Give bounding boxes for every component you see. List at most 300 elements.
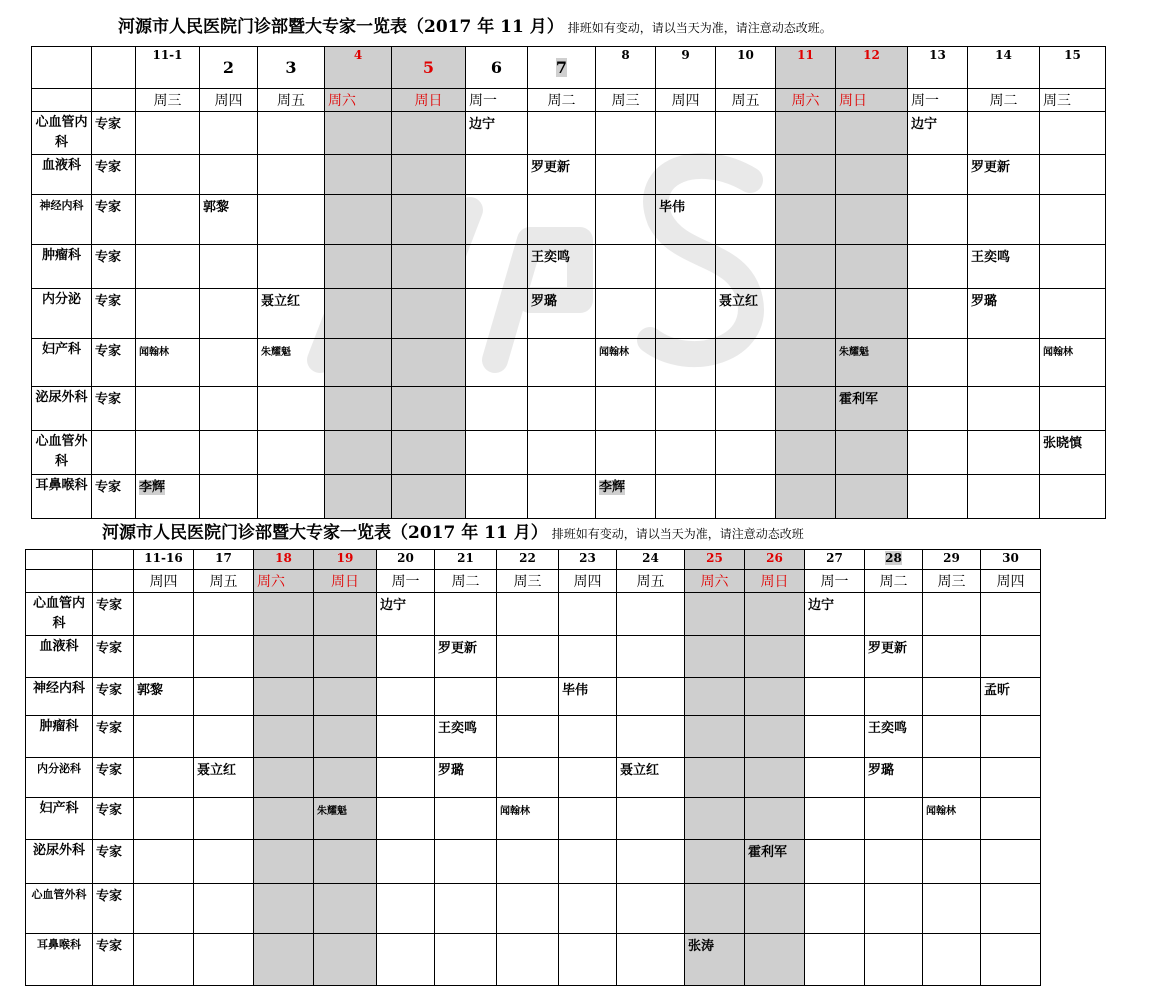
schedule-cell xyxy=(617,758,685,798)
date-highlight: 7 xyxy=(555,58,568,77)
schedule-cell xyxy=(325,155,392,195)
schedule-cell xyxy=(497,934,559,986)
doctor-name: 聂立红 xyxy=(620,763,660,778)
corner-cell xyxy=(93,570,134,593)
schedule-cell xyxy=(685,716,745,758)
schedule-cell xyxy=(656,112,716,155)
schedule-cell xyxy=(325,431,392,475)
schedule-cell xyxy=(258,431,325,475)
schedule-cell xyxy=(435,636,497,678)
corner-cell xyxy=(32,47,92,89)
schedule-cell xyxy=(923,593,981,636)
schedule-cell xyxy=(392,475,466,519)
schedule-cell xyxy=(805,840,865,884)
doctor-name: 郭黎 xyxy=(137,683,164,698)
department-row xyxy=(26,716,1041,758)
schedule-cell xyxy=(716,475,776,519)
date-header: 17 xyxy=(194,550,254,570)
date-header: 13 xyxy=(908,47,968,89)
schedule-cell xyxy=(656,475,716,519)
schedule-cell xyxy=(314,934,377,986)
schedule-cell xyxy=(377,884,435,934)
weekday-header: 周四 xyxy=(656,89,716,112)
schedule-cell xyxy=(254,678,314,716)
schedule-cell xyxy=(325,195,392,245)
schedule-cell xyxy=(805,798,865,840)
doctor-name: 王奕鸣 xyxy=(868,721,908,736)
expert-type: 专家 xyxy=(93,840,134,884)
schedule-cell xyxy=(923,934,981,986)
schedule-cell xyxy=(776,431,836,475)
schedule-cell xyxy=(194,716,254,758)
schedule-cell xyxy=(136,155,200,195)
date-header: 20 xyxy=(377,550,435,570)
schedule-cell xyxy=(865,636,923,678)
date-header: 26 xyxy=(745,550,805,570)
schedule-cell xyxy=(981,716,1041,758)
date-header: 11-1 xyxy=(136,47,200,89)
expert-type: 专家 xyxy=(93,758,134,798)
schedule-cell xyxy=(805,934,865,986)
schedule-cell xyxy=(497,798,559,840)
schedule-cell xyxy=(617,840,685,884)
schedule-cell xyxy=(745,840,805,884)
doctor-name: 聂立红 xyxy=(719,294,759,309)
schedule-cell xyxy=(194,798,254,840)
schedule-cell xyxy=(923,716,981,758)
schedule-cell xyxy=(776,475,836,519)
schedule-cell xyxy=(200,475,258,519)
schedule-cell xyxy=(134,840,194,884)
doctor-name: 闻翰林 xyxy=(926,806,956,817)
expert-type: 专家 xyxy=(93,593,134,636)
schedule-cell xyxy=(908,431,968,475)
schedule-cell xyxy=(258,475,325,519)
department-row xyxy=(32,245,1106,289)
schedule-cell xyxy=(923,758,981,798)
schedule-cell xyxy=(254,758,314,798)
doctor-name: 朱耀魁 xyxy=(839,347,869,358)
schedule-cell xyxy=(776,339,836,387)
department-name: 妇产科 xyxy=(26,798,93,840)
schedule-cell xyxy=(254,593,314,636)
schedule-cell xyxy=(617,636,685,678)
schedule-cell xyxy=(981,636,1041,678)
schedule-cell xyxy=(200,431,258,475)
weekday-header: 周一 xyxy=(908,89,968,112)
schedule-cell xyxy=(656,387,716,431)
schedule-cell xyxy=(685,678,745,716)
weekday-header: 周三 xyxy=(497,570,559,593)
doctor-name: 聂立红 xyxy=(197,763,237,778)
department-name: 泌尿外科 xyxy=(32,387,92,431)
schedule-cell xyxy=(865,593,923,636)
schedule-cell xyxy=(200,289,258,339)
department-name: 肿瘤科 xyxy=(32,245,92,289)
date-header: 12 xyxy=(836,47,908,89)
schedule-cell xyxy=(596,112,656,155)
schedule-cell xyxy=(805,758,865,798)
department-name: 内分泌 xyxy=(32,289,92,339)
schedule-cell xyxy=(1040,475,1106,519)
schedule-cell xyxy=(865,716,923,758)
weekday-header: 周四 xyxy=(559,570,617,593)
corner-cell xyxy=(26,570,93,593)
schedule-cell xyxy=(908,112,968,155)
schedule-cell xyxy=(258,289,325,339)
schedule-cell xyxy=(435,593,497,636)
doctor-name: 边宁 xyxy=(380,598,407,613)
schedule-cell xyxy=(258,155,325,195)
schedule-cell xyxy=(923,798,981,840)
doctor-name: 李辉 xyxy=(599,480,626,495)
schedule-cell xyxy=(559,884,617,934)
weekday-header: 周二 xyxy=(865,570,923,593)
department-name: 内分泌科 xyxy=(26,758,93,798)
schedule-cell xyxy=(981,758,1041,798)
department-name: 耳鼻喉科 xyxy=(32,475,92,519)
date-header: 15 xyxy=(1040,47,1106,89)
schedule-cell xyxy=(836,387,908,431)
schedule-cell xyxy=(559,636,617,678)
schedule-cell xyxy=(377,840,435,884)
schedule-cell xyxy=(968,475,1040,519)
doctor-name: 边宁 xyxy=(469,117,496,132)
schedule-cell xyxy=(745,636,805,678)
schedule-cell xyxy=(258,112,325,155)
schedule-cell xyxy=(908,245,968,289)
schedule-cell xyxy=(466,339,528,387)
weekday-header: 周四 xyxy=(981,570,1041,593)
doctor-name: 罗璐 xyxy=(971,294,998,309)
schedule-cell xyxy=(200,112,258,155)
schedule-cell xyxy=(497,758,559,798)
weekday-header: 周五 xyxy=(617,570,685,593)
weekday-header: 周六 xyxy=(325,89,392,112)
doctor-name: 王奕鸣 xyxy=(971,250,1011,265)
schedule-cell xyxy=(923,678,981,716)
schedule-cell xyxy=(497,716,559,758)
department-row xyxy=(32,289,1106,339)
schedule-cell xyxy=(497,593,559,636)
weekday-header: 周三 xyxy=(1040,89,1106,112)
schedule-cell xyxy=(314,678,377,716)
department-row xyxy=(26,884,1041,934)
schedule-cell xyxy=(617,884,685,934)
expert-type: 专家 xyxy=(93,884,134,934)
schedule-cell xyxy=(908,339,968,387)
schedule-cell xyxy=(685,884,745,934)
schedule-cell xyxy=(377,798,435,840)
schedule-cell xyxy=(1040,245,1106,289)
expert-type xyxy=(92,431,136,475)
schedule-cell xyxy=(200,195,258,245)
schedule-cell xyxy=(617,798,685,840)
schedule-cell xyxy=(908,387,968,431)
schedule-cell xyxy=(716,245,776,289)
doctor-name: 罗璐 xyxy=(531,294,558,309)
doctor-name: 罗璐 xyxy=(868,763,895,778)
doctor-name: 郭黎 xyxy=(203,200,230,215)
schedule-cell xyxy=(1040,195,1106,245)
header-row xyxy=(32,89,1106,112)
weekday-header: 周一 xyxy=(466,89,528,112)
title-note: 排班如有变动，请以当天为准，请注意动态改班 xyxy=(551,527,804,541)
schedule-cell xyxy=(392,112,466,155)
schedule-cell xyxy=(716,155,776,195)
schedule-cell xyxy=(865,678,923,716)
schedule-table-2 xyxy=(25,549,1041,986)
doctor-name: 王奕鸣 xyxy=(438,721,478,736)
weekday-header: 周五 xyxy=(258,89,325,112)
department-name: 妇产科 xyxy=(32,339,92,387)
schedule-cell xyxy=(392,387,466,431)
department-row xyxy=(26,678,1041,716)
schedule-cell xyxy=(194,636,254,678)
schedule-cell xyxy=(435,884,497,934)
date-header: 11-16 xyxy=(134,550,194,570)
schedule-cell xyxy=(745,798,805,840)
schedule-cell xyxy=(528,289,596,339)
department-row xyxy=(26,636,1041,678)
schedule-cell xyxy=(497,636,559,678)
schedule-cell xyxy=(258,245,325,289)
schedule-cell xyxy=(377,758,435,798)
schedule-cell xyxy=(776,155,836,195)
schedule-cell xyxy=(1040,387,1106,431)
schedule-cell xyxy=(466,475,528,519)
schedule-cell xyxy=(805,636,865,678)
weekday-header: 周三 xyxy=(596,89,656,112)
schedule-cell xyxy=(716,289,776,339)
schedule-cell xyxy=(258,195,325,245)
department-name: 血液科 xyxy=(26,636,93,678)
date-header: 8 xyxy=(596,47,656,89)
weekday-header: 周二 xyxy=(528,89,596,112)
schedule-cell xyxy=(377,593,435,636)
schedule-cell xyxy=(596,155,656,195)
schedule-cell xyxy=(254,798,314,840)
schedule-cell xyxy=(136,431,200,475)
schedule-cell xyxy=(325,245,392,289)
schedule-title-2 xyxy=(102,518,804,543)
schedule-cell xyxy=(1040,112,1106,155)
doctor-name: 罗璐 xyxy=(438,763,465,778)
schedule-cell xyxy=(617,934,685,986)
schedule-cell xyxy=(656,155,716,195)
schedule-cell xyxy=(865,934,923,986)
date-header: 27 xyxy=(805,550,865,570)
schedule-cell xyxy=(559,593,617,636)
title-main: 河源市人民医院门诊部暨大专家一览表（2017 年 11 月） xyxy=(102,523,548,543)
date-header xyxy=(865,550,923,570)
schedule-cell xyxy=(716,387,776,431)
schedule-cell xyxy=(776,112,836,155)
schedule-cell xyxy=(596,431,656,475)
doctor-name: 霍利军 xyxy=(839,392,879,407)
schedule-cell xyxy=(968,245,1040,289)
doctor-name: 张涛 xyxy=(688,939,715,954)
schedule-cell xyxy=(805,678,865,716)
doctor-name: 罗更新 xyxy=(438,641,478,656)
schedule-cell xyxy=(745,716,805,758)
doctor-name: 霍利军 xyxy=(748,845,788,860)
doctor-name: 罗更新 xyxy=(531,160,571,175)
schedule-cell xyxy=(968,387,1040,431)
date-header: 25 xyxy=(685,550,745,570)
schedule-cell xyxy=(716,112,776,155)
schedule-cell xyxy=(200,387,258,431)
schedule-cell xyxy=(258,339,325,387)
date-header: 6 xyxy=(466,47,528,89)
expert-type: 专家 xyxy=(93,716,134,758)
corner-cell xyxy=(92,89,136,112)
doctor-name: 朱耀魁 xyxy=(317,806,347,817)
date-highlight: 28 xyxy=(885,551,902,565)
date-header: 9 xyxy=(656,47,716,89)
weekday-header: 周四 xyxy=(134,570,194,593)
schedule-cell xyxy=(314,840,377,884)
schedule-cell xyxy=(466,431,528,475)
weekday-header: 周六 xyxy=(254,570,314,593)
schedule-cell xyxy=(596,245,656,289)
schedule-cell xyxy=(1040,431,1106,475)
schedule-cell xyxy=(258,387,325,431)
schedule-cell xyxy=(134,593,194,636)
schedule-cell xyxy=(466,112,528,155)
schedule-cell xyxy=(136,112,200,155)
schedule-cell xyxy=(134,798,194,840)
schedule-cell xyxy=(194,884,254,934)
schedule-cell xyxy=(776,387,836,431)
date-header xyxy=(528,47,596,89)
schedule-cell xyxy=(559,758,617,798)
schedule-cell xyxy=(805,716,865,758)
schedule-cell xyxy=(981,840,1041,884)
weekday-header: 周四 xyxy=(200,89,258,112)
schedule-cell xyxy=(685,593,745,636)
schedule-cell xyxy=(136,387,200,431)
header-row xyxy=(32,47,1106,89)
schedule-cell xyxy=(435,678,497,716)
department-name: 肿瘤科 xyxy=(26,716,93,758)
schedule-cell xyxy=(745,884,805,934)
schedule-cell xyxy=(136,195,200,245)
schedule-cell xyxy=(1040,155,1106,195)
schedule-cell xyxy=(435,798,497,840)
date-header: 24 xyxy=(617,550,685,570)
date-header: 23 xyxy=(559,550,617,570)
department-row xyxy=(32,387,1106,431)
schedule-cell xyxy=(656,245,716,289)
schedule-cell xyxy=(254,884,314,934)
weekday-header: 周二 xyxy=(968,89,1040,112)
doctor-name: 罗更新 xyxy=(868,641,908,656)
schedule-cell xyxy=(134,678,194,716)
expert-type: 专家 xyxy=(92,289,136,339)
schedule-cell xyxy=(596,387,656,431)
department-row xyxy=(26,758,1041,798)
weekday-header: 周五 xyxy=(716,89,776,112)
date-header: 14 xyxy=(968,47,1040,89)
schedule-cell xyxy=(466,387,528,431)
title-main: 河源市人民医院门诊部暨大专家一览表（2017 年 11 月） xyxy=(118,17,564,37)
schedule-cell xyxy=(1040,289,1106,339)
schedule-cell xyxy=(596,289,656,339)
corner-cell xyxy=(32,89,92,112)
department-name: 耳鼻喉科 xyxy=(26,934,93,986)
department-row xyxy=(32,195,1106,245)
schedule-cell xyxy=(596,195,656,245)
schedule-cell xyxy=(136,475,200,519)
department-name: 神经内科 xyxy=(26,678,93,716)
schedule-cell xyxy=(528,245,596,289)
doctor-name: 闻翰林 xyxy=(1043,347,1073,358)
department-name: 心血管外科 xyxy=(26,884,93,934)
schedule-cell xyxy=(776,195,836,245)
schedule-cell xyxy=(466,155,528,195)
department-name: 心血管内科 xyxy=(32,112,92,155)
schedule-cell xyxy=(528,339,596,387)
schedule-cell xyxy=(392,245,466,289)
schedule-cell xyxy=(392,339,466,387)
schedule-cell xyxy=(377,934,435,986)
department-row xyxy=(26,798,1041,840)
title-note: 排班如有变动，请以当天为准，请注意动态改班。 xyxy=(567,21,832,35)
header-row xyxy=(26,550,1041,570)
schedule-cell xyxy=(314,716,377,758)
date-header: 11 xyxy=(776,47,836,89)
schedule-cell xyxy=(617,716,685,758)
schedule-cell xyxy=(254,840,314,884)
corner-cell xyxy=(92,47,136,89)
schedule-cell xyxy=(466,195,528,245)
schedule-cell xyxy=(968,195,1040,245)
expert-type: 专家 xyxy=(92,387,136,431)
schedule-cell xyxy=(528,431,596,475)
doctor-name: 王奕鸣 xyxy=(531,250,571,265)
department-name: 泌尿外科 xyxy=(26,840,93,884)
schedule-cell xyxy=(134,934,194,986)
expert-type: 专家 xyxy=(93,934,134,986)
weekday-header: 周六 xyxy=(685,570,745,593)
schedule-cell xyxy=(392,289,466,339)
schedule-cell xyxy=(981,798,1041,840)
schedule-cell xyxy=(194,934,254,986)
date-header: 3 xyxy=(258,47,325,89)
expert-type: 专家 xyxy=(92,112,136,155)
schedule-cell xyxy=(497,884,559,934)
date-header: 21 xyxy=(435,550,497,570)
schedule-cell xyxy=(435,758,497,798)
weekday-header: 周三 xyxy=(136,89,200,112)
corner-cell xyxy=(26,550,93,570)
schedule-cell xyxy=(968,112,1040,155)
schedule-cell xyxy=(528,195,596,245)
schedule-cell xyxy=(923,840,981,884)
date-header: 22 xyxy=(497,550,559,570)
schedule-cell xyxy=(968,289,1040,339)
date-header: 2 xyxy=(200,47,258,89)
schedule-cell xyxy=(559,798,617,840)
schedule-cell xyxy=(134,758,194,798)
schedule-cell xyxy=(435,934,497,986)
schedule-table-1 xyxy=(31,46,1106,519)
schedule-cell xyxy=(923,636,981,678)
schedule-cell xyxy=(656,339,716,387)
weekday-header: 周六 xyxy=(776,89,836,112)
doctor-name: 张晓慎 xyxy=(1043,436,1083,451)
